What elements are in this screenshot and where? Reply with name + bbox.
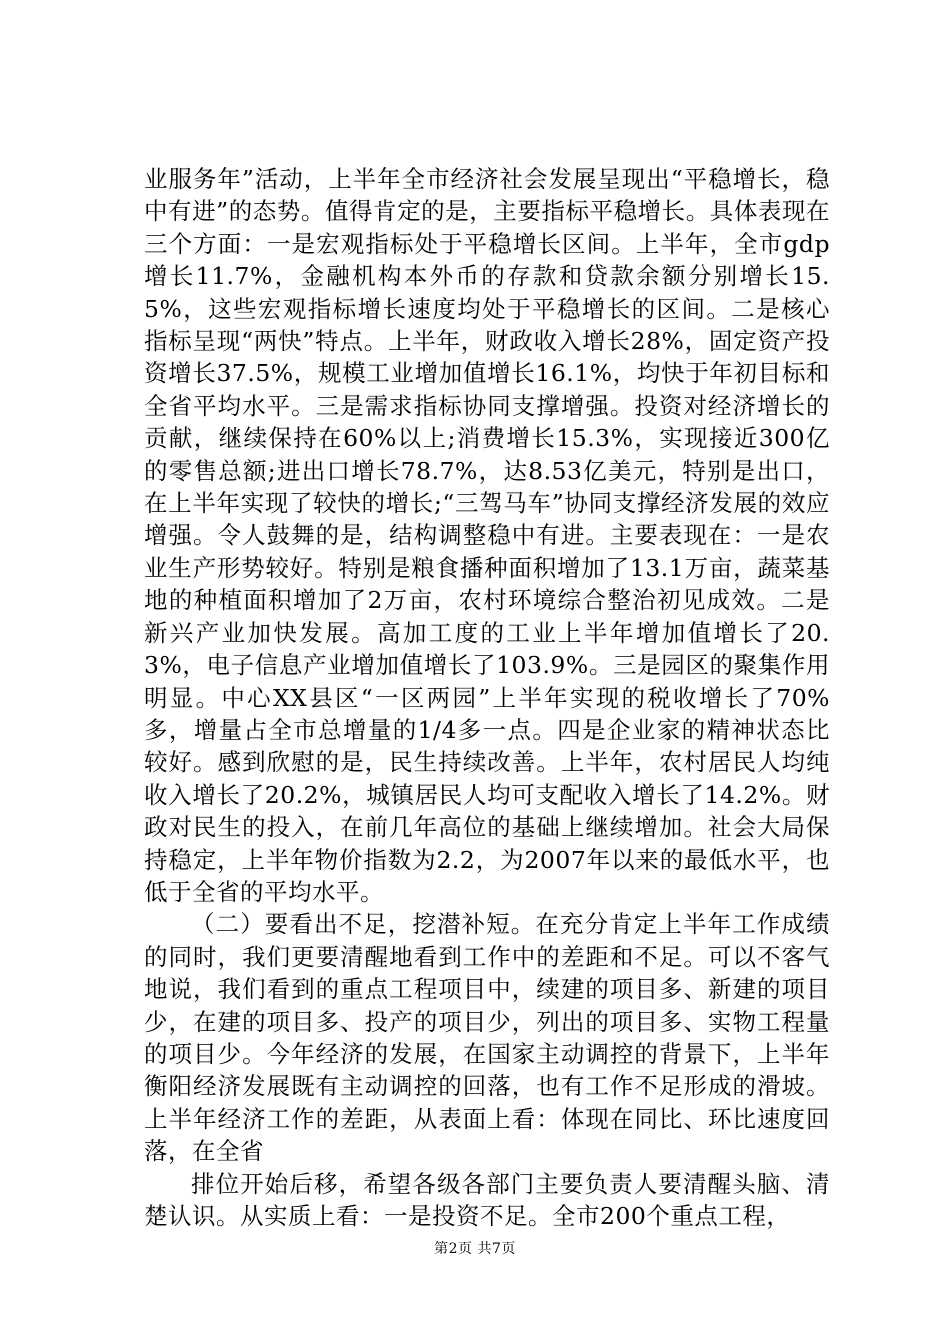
paragraph-3: 排位开始后移，希望各级各部门主要负责人要清醒头脑、清楚认识。从实质上看：一是投资不足。全市200个重点工程， [144, 1169, 830, 1230]
page-footer [0, 1240, 950, 1258]
page-number-label: 第2页 共7页 [434, 1241, 516, 1257]
paragraph-2: （二）要看出不足，挖潜补短。在充分肯定上半年工作成绩的同时，我们更要清醒地看到工作中的差距和不足。可以不客气地说，我们看到的重点工程项目中，续建的项目多、新建的项目少，在建的项目多、投产的项目少，列出的项目多、实物工程量的项目少。今年经济的发展，在国家主动调控的背景下，上半年衡阳经济发展既有主动调控的回落，也有工作不足形成的滑坡。上半年经济工作的差距，从表面上看：体现在同比、环比速度回落，在全省 [144, 910, 830, 1166]
document-body [144, 163, 830, 1232]
paragraph-1: 业服务年”活动，上半年全市经济社会发展呈现出“平稳增长，稳中有进”的态势。值得肯定的是，主要指标平稳增长。具体表现在三个方面：一是宏观指标处于平稳增长区间。上半年，全市gdp增长11.7%，金融机构本外币的存款和贷款余额分别增长15.5%，这些宏观指标增长速度均处于平稳增长的区间。二是核心指标呈现“两快”特点。上半年，财政收入增长28%，固定资产投资增长37.5%，规模工业增加值增长16.1%，均快于年初目标和全省平均水平。三是需求指标协同支撑增强。投资对经济增长的贡献，继续保持在60%以上;消费增长15.3%，实现接近300亿的零售总额;进出口增长78.7%，达8.53亿美元，特别是出口，在上半年实现了较快的增长;“三驾马车”协同支撑经济发展的效应增强。令人鼓舞的是，结构调整稳中有进。主要表现在：一是农业生产形势较好。特别是粮食播种面积增加了13.1万亩，蔬菜基地的种植面积增加了2万亩，农村环境综合整治初见成效。二是新兴产业加快发展。高加工度的工业上半年增加值增长了20.3%，电子信息产业增加值增长了103.9%。三是园区的聚集作用明显。中心XX县区“一区两园”上半年实现的税收增长了70%多，增量占全市总增量的1/4多一点。四是企业家的精神状态比较好。感到欣慰的是，民生持续改善。上半年，农村居民人均纯收入增长了20.2%，城镇居民人均可支配收入增长了14.2%。财政对民生的投入，在前几年高位的基础上继续增加。社会大局保持稳定，上半年物价指数为2.2，为2007年以来的最低水平，也低于全省的平均水平。 [144, 165, 830, 906]
